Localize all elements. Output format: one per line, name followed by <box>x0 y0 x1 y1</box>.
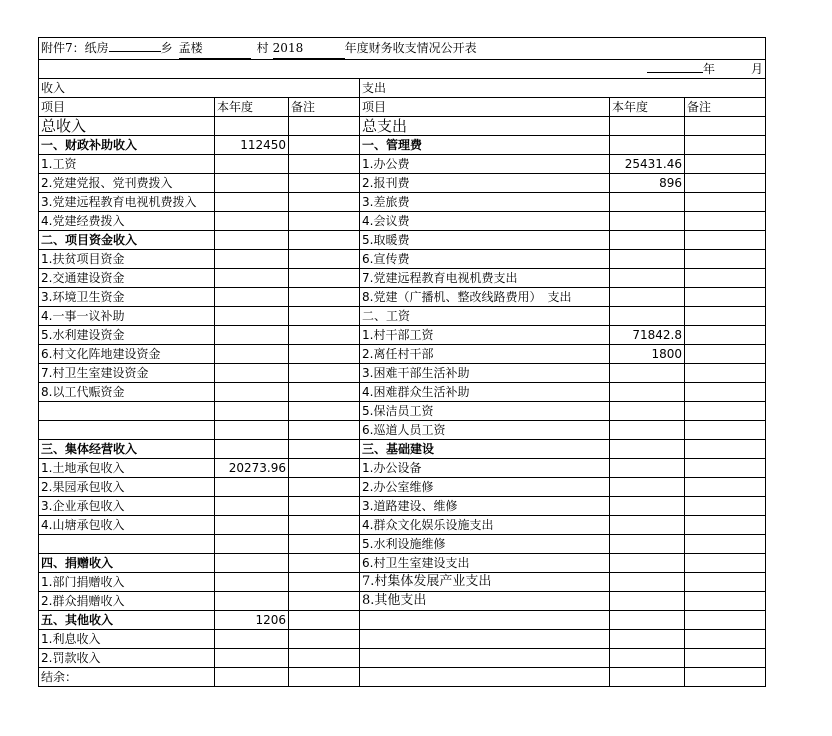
income-item: 3.企业承包收入 <box>39 497 215 516</box>
table-row <box>39 478 766 497</box>
income-note <box>289 231 360 250</box>
expense-note <box>685 326 766 345</box>
income-note <box>289 497 360 516</box>
table-row <box>39 155 766 174</box>
expense-note <box>685 459 766 478</box>
expense-item: 一、管理费 <box>360 136 610 155</box>
table-row <box>39 535 766 554</box>
expense-item: 7.村集体发展产业支出 <box>360 573 610 592</box>
income-note <box>289 269 360 288</box>
income-note <box>289 668 360 687</box>
expense-item: 3.困难干部生活补助 <box>360 364 610 383</box>
expense-value <box>610 592 685 611</box>
town-suffix: 乡 <box>160 41 173 55</box>
income-note <box>289 630 360 649</box>
expense-value <box>610 231 685 250</box>
table-row <box>39 364 766 383</box>
expense-note <box>685 174 766 193</box>
income-value <box>215 364 289 383</box>
table-row <box>39 668 766 687</box>
expense-note <box>685 250 766 269</box>
income-note <box>289 364 360 383</box>
income-note <box>289 193 360 212</box>
expense-note <box>685 573 766 592</box>
expense-item: 6.村卫生室建设支出 <box>360 554 610 573</box>
income-value <box>215 630 289 649</box>
table-row <box>39 174 766 193</box>
income-note <box>289 573 360 592</box>
table-row <box>39 345 766 364</box>
income-value <box>215 155 289 174</box>
income-note <box>289 459 360 478</box>
table-row <box>39 307 766 326</box>
income-value <box>215 193 289 212</box>
income-value: 112450 <box>215 136 289 155</box>
expense-note <box>685 269 766 288</box>
income-value <box>215 383 289 402</box>
expense-value <box>610 554 685 573</box>
table-row <box>39 554 766 573</box>
expense-note <box>685 212 766 231</box>
expense-value <box>610 497 685 516</box>
income-note <box>289 136 360 155</box>
page-title <box>39 38 766 60</box>
expense-item: 7.党建远程教育电视机费支出 <box>360 269 610 288</box>
expense-note <box>685 440 766 459</box>
expense-value <box>610 459 685 478</box>
total-expense-value <box>610 117 685 136</box>
finance-table <box>38 37 766 687</box>
expense-item: 8.其他支出 <box>360 592 610 611</box>
expense-note <box>685 611 766 630</box>
expense-item: 4.群众文化娱乐设施支出 <box>360 516 610 535</box>
header-row <box>39 98 766 117</box>
col-item-expense: 项目 <box>360 98 610 117</box>
income-value <box>215 649 289 668</box>
expense-note <box>685 193 766 212</box>
expense-value <box>610 440 685 459</box>
income-value: 20273.96 <box>215 459 289 478</box>
income-item: 2.群众捐赠收入 <box>39 592 215 611</box>
table-row <box>39 231 766 250</box>
total-expense-note <box>685 117 766 136</box>
expense-value: 25431.46 <box>610 155 685 174</box>
col-this-year-expense: 本年度 <box>610 98 685 117</box>
income-note <box>289 554 360 573</box>
table-row <box>39 421 766 440</box>
totals-row <box>39 117 766 136</box>
income-item: 三、集体经营收入 <box>39 440 215 459</box>
income-value <box>215 573 289 592</box>
income-item: 结余： <box>39 668 215 687</box>
income-value <box>215 212 289 231</box>
expense-note <box>685 136 766 155</box>
expense-value <box>610 402 685 421</box>
income-note <box>289 326 360 345</box>
expense-note <box>685 155 766 174</box>
income-item: 1.利息收入 <box>39 630 215 649</box>
expense-value <box>610 649 685 668</box>
expense-value: 1800 <box>610 345 685 364</box>
expense-note <box>685 288 766 307</box>
income-item: 1.部门捐赠收入 <box>39 573 215 592</box>
expense-note <box>685 516 766 535</box>
month-label: 月 <box>751 62 764 76</box>
expense-item <box>360 630 610 649</box>
income-item: 2.党建党报、党刊费拨入 <box>39 174 215 193</box>
village-name: 孟楼 <box>179 38 251 59</box>
expense-value: 71842.8 <box>610 326 685 345</box>
income-value <box>215 269 289 288</box>
income-item: 7.村卫生室建设资金 <box>39 364 215 383</box>
expense-note <box>685 497 766 516</box>
table-row <box>39 383 766 402</box>
income-item: 一、财政补助收入 <box>39 136 215 155</box>
col-this-year-income: 本年度 <box>215 98 289 117</box>
expense-value <box>610 364 685 383</box>
table-row <box>39 497 766 516</box>
income-note <box>289 288 360 307</box>
expense-note <box>685 649 766 668</box>
expense-item: 4.困难群众生活补助 <box>360 383 610 402</box>
income-item: 4.党建经费拨入 <box>39 212 215 231</box>
date-row <box>39 60 766 79</box>
income-value <box>215 345 289 364</box>
expense-note <box>685 668 766 687</box>
income-note <box>289 307 360 326</box>
expense-note <box>685 554 766 573</box>
income-item: 四、捐赠收入 <box>39 554 215 573</box>
expense-value: 896 <box>610 174 685 193</box>
expense-item <box>360 649 610 668</box>
expense-item: 6.宣传费 <box>360 250 610 269</box>
table-row <box>39 193 766 212</box>
income-note <box>289 212 360 231</box>
income-item <box>39 535 215 554</box>
income-value <box>215 440 289 459</box>
expense-value <box>610 136 685 155</box>
table-row <box>39 611 766 630</box>
expense-value <box>610 516 685 535</box>
income-note <box>289 421 360 440</box>
expense-item: 5.水利设施维修 <box>360 535 610 554</box>
village-suffix: 村 <box>256 41 269 55</box>
expense-value <box>610 573 685 592</box>
table-row <box>39 592 766 611</box>
income-value <box>215 421 289 440</box>
expense-value <box>610 478 685 497</box>
expense-item: 1.办公费 <box>360 155 610 174</box>
income-note <box>289 402 360 421</box>
expense-value <box>610 269 685 288</box>
expense-note <box>685 478 766 497</box>
expense-item: 2.报刊费 <box>360 174 610 193</box>
income-item <box>39 421 215 440</box>
expense-item: 三、基础建设 <box>360 440 610 459</box>
year-label: 年 <box>703 62 716 76</box>
expense-value <box>610 212 685 231</box>
expense-note <box>685 383 766 402</box>
expense-item: 4.会议费 <box>360 212 610 231</box>
date-line <box>39 60 766 79</box>
expense-value <box>610 250 685 269</box>
table-row <box>39 573 766 592</box>
table-row <box>39 516 766 535</box>
table-row <box>39 326 766 345</box>
expense-note <box>685 630 766 649</box>
expense-note <box>685 535 766 554</box>
income-value <box>215 402 289 421</box>
expense-note <box>685 345 766 364</box>
expense-value <box>610 668 685 687</box>
expense-note <box>685 231 766 250</box>
table-row <box>39 402 766 421</box>
expense-item: 5.保洁员工资 <box>360 402 610 421</box>
income-value <box>215 497 289 516</box>
income-value <box>215 250 289 269</box>
year-value: 2018 <box>273 38 345 59</box>
income-value <box>215 668 289 687</box>
expense-note <box>685 307 766 326</box>
table-row <box>39 630 766 649</box>
expense-item: 3.差旅费 <box>360 193 610 212</box>
table-row <box>39 136 766 155</box>
table-row <box>39 250 766 269</box>
col-item-income: 项目 <box>39 98 215 117</box>
income-item: 8.以工代赈资金 <box>39 383 215 402</box>
income-value <box>215 174 289 193</box>
table-row <box>39 212 766 231</box>
income-note <box>289 440 360 459</box>
income-value <box>215 478 289 497</box>
income-value <box>215 592 289 611</box>
income-note <box>289 535 360 554</box>
income-item: 五、其他收入 <box>39 611 215 630</box>
expense-value <box>610 288 685 307</box>
expense-note <box>685 421 766 440</box>
total-expense-label: 总支出 <box>360 117 610 136</box>
total-income-value <box>215 117 289 136</box>
income-value <box>215 535 289 554</box>
income-value <box>215 326 289 345</box>
income-item: 3.环境卫生资金 <box>39 288 215 307</box>
expense-value <box>610 611 685 630</box>
expense-item <box>360 668 610 687</box>
income-item: 5.水利建设资金 <box>39 326 215 345</box>
total-income-note <box>289 117 360 136</box>
expense-item: 二、工资 <box>360 307 610 326</box>
income-item: 2.交通建设资金 <box>39 269 215 288</box>
title-row <box>39 38 766 60</box>
title-suffix: 年度财务收支情况公开表 <box>344 41 477 55</box>
expense-value <box>610 307 685 326</box>
income-item: 1.工资 <box>39 155 215 174</box>
income-item: 6.村文化阵地建设资金 <box>39 345 215 364</box>
income-note <box>289 478 360 497</box>
income-item: 2.果园承包收入 <box>39 478 215 497</box>
expense-item: 3.道路建设、维修 <box>360 497 610 516</box>
expense-item: 5.取暖费 <box>360 231 610 250</box>
income-value <box>215 231 289 250</box>
income-note <box>289 516 360 535</box>
expense-value <box>610 193 685 212</box>
income-section-label: 收入 <box>39 79 360 98</box>
income-note <box>289 383 360 402</box>
table-row <box>39 459 766 478</box>
income-note <box>289 611 360 630</box>
income-note <box>289 250 360 269</box>
income-note <box>289 174 360 193</box>
table-row <box>39 269 766 288</box>
expense-note <box>685 364 766 383</box>
table-row <box>39 440 766 459</box>
section-row <box>39 79 766 98</box>
expense-value <box>610 535 685 554</box>
col-note-income: 备注 <box>289 98 360 117</box>
expense-item <box>360 611 610 630</box>
expense-item: 1.村干部工资 <box>360 326 610 345</box>
income-item: 二、项目资金收入 <box>39 231 215 250</box>
income-item: 2.罚款收入 <box>39 649 215 668</box>
income-item: 1.土地承包收入 <box>39 459 215 478</box>
income-value <box>215 554 289 573</box>
income-note <box>289 649 360 668</box>
col-note-expense: 备注 <box>685 98 766 117</box>
expense-note <box>685 592 766 611</box>
expense-section-label: 支出 <box>360 79 766 98</box>
income-value <box>215 516 289 535</box>
income-note <box>289 345 360 364</box>
expense-item: 6.巡道人员工资 <box>360 421 610 440</box>
income-value <box>215 307 289 326</box>
income-item: 4.山塘承包收入 <box>39 516 215 535</box>
income-item: 3.党建远程教育电视机费拨入 <box>39 193 215 212</box>
income-value: 1206 <box>215 611 289 630</box>
income-note <box>289 155 360 174</box>
table-row <box>39 649 766 668</box>
expense-item: 1.办公设备 <box>360 459 610 478</box>
expense-item: 8.党建（广播机、整改线路费用） 支出 <box>360 288 610 307</box>
expense-note <box>685 402 766 421</box>
table-row <box>39 288 766 307</box>
income-value <box>215 288 289 307</box>
income-item: 4.一事一议补助 <box>39 307 215 326</box>
income-item: 1.扶贫项目资金 <box>39 250 215 269</box>
income-item <box>39 402 215 421</box>
expense-value <box>610 421 685 440</box>
title-prefix: 附件7：纸房 <box>41 41 109 55</box>
total-income-label: 总收入 <box>39 117 215 136</box>
expense-item: 2.离任村干部 <box>360 345 610 364</box>
expense-item: 2.办公室维修 <box>360 478 610 497</box>
income-note <box>289 592 360 611</box>
expense-value <box>610 383 685 402</box>
expense-value <box>610 630 685 649</box>
